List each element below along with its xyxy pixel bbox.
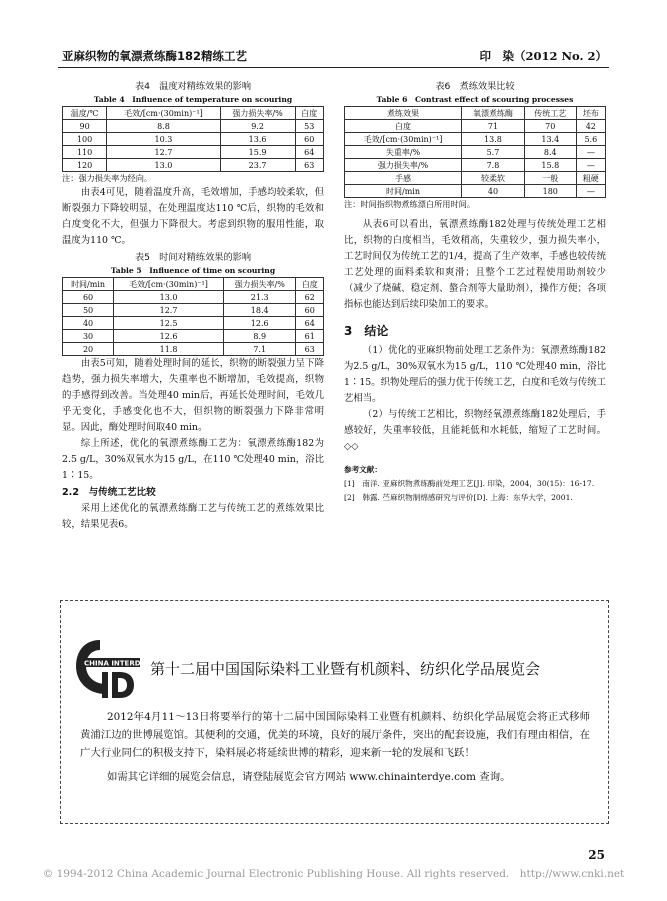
- table-cell: 9.2: [220, 120, 295, 133]
- exhibition-title: 第十二届中国国际染料工业暨有机颜料、纺织化学品展览会: [150, 660, 541, 678]
- table-cell: 15.9: [220, 146, 295, 159]
- table-cell: 63: [295, 159, 323, 172]
- table-header: 白度: [295, 107, 323, 120]
- table-cell: 8.4: [524, 146, 576, 159]
- table-cell: 30: [63, 330, 114, 343]
- table4-note: 注：强力损失率为经向。: [62, 173, 153, 183]
- table-header: 强力损失率/%: [223, 278, 296, 291]
- table-row: [345, 159, 606, 172]
- table4-caption-cn: 表4 温度对精练效果的影响: [134, 81, 252, 92]
- table-cell: 40: [462, 185, 525, 198]
- table-cell: 18.4: [223, 304, 296, 317]
- table-row: [63, 330, 324, 343]
- china-interdye-logo: [72, 636, 150, 702]
- table-cell: 手感: [345, 172, 462, 185]
- table-row: [63, 120, 324, 133]
- table6: [344, 106, 606, 198]
- table-cell: 100: [63, 133, 107, 146]
- table-header: 强力损失率/%: [220, 107, 295, 120]
- reference-item: [2] 韩露. 苎麻织物制绵感研究与评价[D]. 上海：东华大学，2001.: [344, 493, 573, 502]
- running-header-title: 亚麻织物的氧漂煮练酶182精练工艺: [62, 49, 248, 63]
- table4: [62, 106, 324, 172]
- table-cell: —: [576, 185, 605, 198]
- table-cell: 毛效/[cm·(30min)⁻¹]: [345, 133, 462, 146]
- table-cell: 110: [63, 146, 107, 159]
- table-cell: 62: [296, 291, 324, 304]
- paragraph: 从表6可以看出，氧漂煮练酶182处理与传统处理工艺相比，织物的白度相当，毛效稍高，失重较少，强力损失率小，工艺时间仅为传统工艺的1/4，提高了生产效率，手感也较传统工艺处理的面料柔软和爽滑；且整个工艺过程使用助剂较少（减少了烧碱、稳定剂、螯合剂等大量助剂），操作方便；各项指标也能达到后续印染加工的要求。: [344, 219, 606, 310]
- table-cell: 23.7: [220, 159, 295, 172]
- copyright-footer: © 1994-2012 China Academic Journal Electronic Publishing House. All rights reserved. http://www.cnki.net: [42, 868, 625, 880]
- table-cell: 60: [296, 304, 324, 317]
- table6-caption-cn: 表6 煮练效果比较: [435, 81, 515, 92]
- table5-caption-cn: 表5 时间对精练效果的影响: [134, 252, 252, 263]
- table5: [62, 277, 324, 356]
- table4-caption-en: Table 4 Influence of temperature on scouring: [93, 95, 293, 104]
- table-cell: 60: [295, 133, 323, 146]
- table-row: [345, 172, 606, 185]
- right-column: [344, 80, 606, 505]
- table5-caption-en: Table 5 Influence of time on scouring: [110, 266, 276, 275]
- table-cell: 90: [63, 120, 107, 133]
- table-cell: 5.7: [462, 146, 525, 159]
- table6-note: 注：时间指织物煮练漂白所用时间。: [344, 199, 476, 209]
- table-cell: 63: [296, 343, 324, 356]
- exhibition-website-line: 如需其它详细的展览会信息，请登陆展览会官方网站 www.chinainterdye.com 查询。: [107, 771, 511, 783]
- table-header: 白度: [296, 278, 324, 291]
- table-cell: 70: [524, 120, 576, 133]
- table-header: 时间/min: [63, 278, 114, 291]
- table-cell: 40: [63, 317, 114, 330]
- table-cell: 一般: [524, 172, 576, 185]
- table-cell: 61: [296, 330, 324, 343]
- table-cell: 50: [63, 304, 114, 317]
- table-header: 煮练效果: [345, 107, 462, 120]
- table-cell: 失重率/%: [345, 146, 462, 159]
- section-heading-3: 3 结论: [344, 324, 389, 338]
- left-column: [62, 80, 324, 533]
- table-cell: 180: [524, 185, 576, 198]
- table-cell: 64: [295, 146, 323, 159]
- table-row: [63, 146, 324, 159]
- table-row: [345, 120, 606, 133]
- reference-item: [1] 南洋. 亚麻织物煮练酶前处理工艺[J]. 印染，2004，30(15)：16-17.: [344, 479, 595, 488]
- table-cell: 13.6: [220, 133, 295, 146]
- table-cell: 11.8: [114, 343, 224, 356]
- table-cell: 12.7: [107, 146, 220, 159]
- paragraph: 综上所述，优化的氧漂煮练酶工艺为：氧漂煮练酶182为2.5 g/L，30%双氧水为15 g/L，在110 ℃处理40 min，浴比1∶15。: [62, 438, 324, 481]
- table-cell: —: [576, 146, 605, 159]
- table-row: [63, 304, 324, 317]
- table-cell: 强力损失率/%: [345, 159, 462, 172]
- running-header-journal: 印 染（2012 No. 2）: [479, 49, 607, 63]
- table-cell: 53: [295, 120, 323, 133]
- table-cell: 12.5: [114, 317, 224, 330]
- table-cell: 20: [63, 343, 114, 356]
- table-row: [345, 185, 606, 198]
- table-cell: 时间/min: [345, 185, 462, 198]
- header-rule: [58, 67, 609, 68]
- table-cell: 13.8: [462, 133, 525, 146]
- page-number: 25: [588, 848, 605, 862]
- paragraph: 由表4可见，随着温度升高，毛效增加，手感均较柔软，但断裂强力下降较明显，在处理温度达110 ℃后，织物的毛效和白度变化不大，但强力下降很大。考虑到织物的服用性能，取温度为110 ℃。: [62, 187, 324, 246]
- table-cell: 粗硬: [576, 172, 605, 185]
- table-row: [345, 133, 606, 146]
- table-cell: 120: [63, 159, 107, 172]
- paragraph: 由表5可知，随着处理时间的延长，织物的断裂强力呈下降趋势，强力损失率增大，失重率也不断增加，毛效提高，织物的手感得到改善。当处理40 min后，再延长处理时间，毛效几乎无变化，手感变化也不大，但织物的断裂强力下降非常明显。因此，酶处理时间取40 min。: [62, 358, 324, 433]
- table-header: 坯布: [576, 107, 605, 120]
- table-cell: 42: [576, 120, 605, 133]
- table6-caption-en: Table 6 Contrast effect of scouring processes: [376, 95, 574, 104]
- paragraph: （2）与传统工艺相比，织物经氧漂煮练酶182处理后，手感较好，失重率较低，且能耗低和水耗低，缩短了工艺时间。◇◇: [344, 409, 606, 452]
- table-row: [63, 133, 324, 146]
- table-cell: 21.3: [223, 291, 296, 304]
- table-row: [345, 146, 606, 159]
- table-cell: 13.0: [107, 159, 220, 172]
- table-header: 毛效/[cm·(30min)⁻¹]: [107, 107, 220, 120]
- table-cell: 10.3: [107, 133, 220, 146]
- table-cell: 5.6: [576, 133, 605, 146]
- table-cell: 15.8: [524, 159, 576, 172]
- table-cell: 8.9: [223, 330, 296, 343]
- references-title: 参考文献：: [344, 465, 382, 474]
- table-cell: 12.6: [114, 330, 224, 343]
- table-row: [63, 291, 324, 304]
- table-cell: 13.0: [114, 291, 224, 304]
- table-cell: 12.6: [223, 317, 296, 330]
- table-cell: 8.8: [107, 120, 220, 133]
- table-header: 氧漂煮练酶: [462, 107, 525, 120]
- table-cell: 13.4: [524, 133, 576, 146]
- table-cell: 60: [63, 291, 114, 304]
- table-header: 温度/℃: [63, 107, 107, 120]
- table-cell: 12.7: [114, 304, 224, 317]
- table-cell: 71: [462, 120, 525, 133]
- logo-text: CHINA INTERDYE: [84, 659, 150, 668]
- table-cell: 7.1: [223, 343, 296, 356]
- table-cell: 较柔软: [462, 172, 525, 185]
- exhibition-body: [80, 708, 590, 786]
- table-row: [63, 159, 324, 172]
- paragraph: 采用上述优化的氧漂煮练酶工艺与传统工艺的煮练效果比较，结果见表6。: [62, 503, 324, 530]
- table-row: [63, 317, 324, 330]
- table-header: 毛效/[cm·(30min)⁻¹]: [114, 278, 224, 291]
- paragraph: （1）优化的亚麻织物前处理工艺条件为：氧漂煮练酶182为2.5 g/L，30%双氧水为15 g/L，110 ℃处理40 min，浴比1∶15。织物处理后的强力优于传统工艺，白度和毛效与传统工艺相当。: [344, 345, 606, 404]
- table-cell: 7.8: [462, 159, 525, 172]
- table-header: 传统工艺: [524, 107, 576, 120]
- exhibition-paragraph: 2012年4月11～13日将要举行的第十二届中国国际染料工业暨有机颜料、纺织化学品展览会将正式移师黄浦江边的世博展览馆。其便利的交通，优美的环境，良好的展厅条件，突出的配套设施，我们有理由相信，在广大行业同仁的积极支持下，染料展必将延续世博的精彩，迎来新一轮的发展和飞跃！: [80, 711, 590, 759]
- section-heading-2-2: 2.2 与传统工艺比较: [62, 487, 156, 498]
- table-row: [63, 343, 324, 356]
- table-cell: 64: [296, 317, 324, 330]
- table-cell: 白度: [345, 120, 462, 133]
- table-cell: —: [576, 159, 605, 172]
